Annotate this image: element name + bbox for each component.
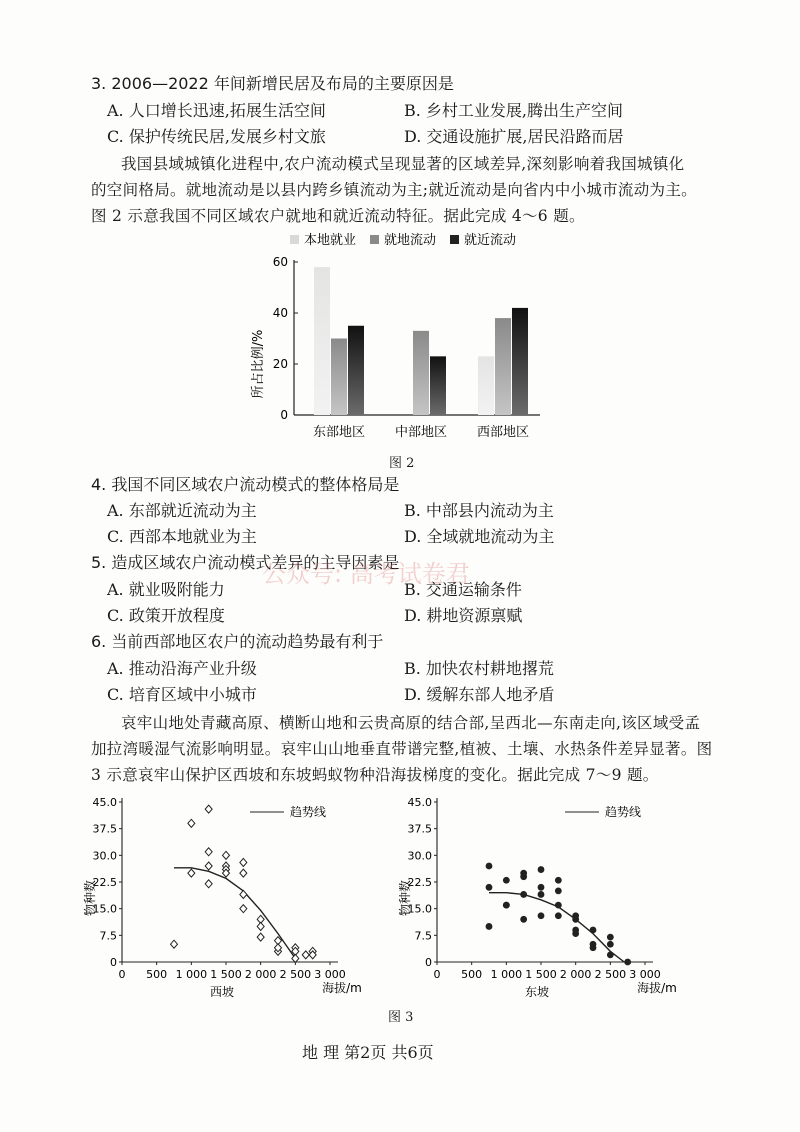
q6-stem: 6. 当前西部地区农户的流动趋势最有利于	[91, 632, 384, 651]
y-tick-label: 37.5	[407, 822, 432, 836]
legend-swatch	[450, 235, 459, 244]
data-point	[205, 880, 212, 888]
data-point	[572, 916, 579, 923]
legend-label: 趋势线	[605, 805, 642, 819]
q6-option-c: C. 培育区域中小城市	[107, 685, 257, 704]
q6-option-d: D. 缓解东部人地矛盾	[404, 685, 555, 704]
y-tick-label: 22.5	[92, 876, 117, 889]
figure-2-caption: 图 2	[389, 456, 415, 471]
bar	[512, 308, 528, 415]
intro2-line1: 哀牢山地处青藏高原、横断山地和云贵高原的结合部,呈西北—东南走向,该区域受孟	[121, 714, 701, 732]
y-tick-label: 0	[110, 956, 117, 969]
y-tick-label: 30.0	[407, 849, 432, 863]
legend-swatch	[370, 235, 379, 244]
bar	[348, 326, 364, 415]
x-tick-label: 2 500	[594, 968, 627, 981]
data-point	[503, 877, 510, 884]
y-tick-label: 15.0	[407, 902, 432, 916]
data-point	[257, 933, 264, 941]
data-point	[520, 891, 527, 898]
data-point	[240, 858, 247, 866]
data-point	[205, 848, 212, 856]
q4-stem: 4. 我国不同区域农户流动模式的整体格局是	[91, 475, 400, 494]
figure-3-east-slope-chart	[395, 790, 710, 1005]
q4-option-c: C. 西部本地就业为主	[107, 527, 257, 546]
data-point	[486, 863, 493, 870]
data-point	[486, 923, 493, 930]
intro1-line1: 我国县域城镇化进程中,农户流动模式呈现显著的区域差异,深刻影响着我国城镇化	[121, 155, 685, 173]
data-point	[205, 862, 212, 870]
y-tick-label: 40	[272, 306, 288, 320]
data-point	[607, 941, 614, 948]
x-tick-label: 3 000	[629, 968, 661, 981]
q5-option-b: B. 交通运输条件	[404, 580, 522, 599]
q3-option-d: D. 交通设施扩展,居民沿路而居	[404, 127, 624, 146]
y-tick-label: 45.0	[407, 796, 432, 809]
x-axis-label: 海拔/m	[637, 981, 677, 995]
bar	[413, 331, 429, 415]
q4-option-b: B. 中部县内流动为主	[404, 501, 554, 520]
legend-swatch	[290, 235, 299, 244]
data-point	[538, 866, 545, 873]
y-tick-label: 0	[425, 956, 432, 969]
x-tick-label: 0	[433, 968, 441, 981]
y-tick-label: 60	[272, 255, 288, 269]
y-tick-label: 15.0	[92, 902, 117, 916]
bar	[478, 356, 494, 415]
x-tick-label: 西部地区	[476, 425, 530, 440]
intro2-line2: 加拉湾暖湿气流影响明显。哀牢山山地垂直带谱完整,植被、土壤、水热条件差异显著。图	[91, 740, 713, 758]
x-tick-label: 1 000	[175, 968, 208, 981]
q6-option-b: B. 加快农村耕地撂荒	[404, 659, 554, 678]
x-tick-label: 1 500	[210, 968, 242, 981]
data-point	[607, 951, 614, 958]
data-point	[240, 869, 247, 877]
data-point	[590, 944, 597, 951]
x-tick-label: 3 000	[314, 968, 346, 981]
data-point	[188, 819, 195, 827]
data-point	[555, 902, 562, 909]
watermark: 公众号: 高考试卷君	[262, 560, 470, 588]
q5-option-c: C. 政策开放程度	[107, 606, 225, 625]
q3-option-c: C. 保护传统民居,发展乡村文旅	[107, 127, 326, 146]
q6-option-a: A. 推动沿海产业升级	[107, 659, 257, 678]
data-point	[520, 873, 527, 880]
data-point	[302, 951, 309, 959]
intro1-line2: 的空间格局。就地流动是以县内跨乡镇流动为主;就近流动是向省内中小城市流动为主。	[91, 181, 697, 199]
y-axis-label: 物种数	[83, 879, 97, 917]
data-point	[555, 887, 562, 894]
data-point	[538, 891, 545, 898]
q4-option-d: D. 全域就地流动为主	[404, 527, 555, 546]
x-tick-label: 2 000	[244, 968, 277, 981]
data-point	[555, 877, 562, 884]
data-point	[607, 934, 614, 941]
data-point	[572, 930, 579, 937]
y-tick-label: 22.5	[407, 876, 432, 889]
chart-name: 西坡	[209, 985, 235, 999]
y-tick-label: 7.5	[99, 929, 117, 943]
y-tick-label: 20	[272, 357, 288, 371]
bar	[331, 339, 347, 416]
data-point	[520, 916, 527, 923]
x-tick-label: 1 000	[490, 968, 523, 981]
y-tick-label: 0	[280, 408, 288, 422]
x-tick-label: 2 500	[279, 968, 312, 981]
data-point	[538, 912, 545, 919]
legend-label: 就地流动	[384, 233, 437, 248]
q5-option-d: D. 耕地资源禀赋	[404, 606, 523, 625]
data-point	[538, 884, 545, 891]
data-point	[486, 884, 493, 891]
data-point	[171, 940, 178, 948]
intro1-line3: 图 2 示意我国不同区域农户就地和就近流动特征。据此完成 4～6 题。	[91, 207, 585, 225]
legend-label: 就近流动	[464, 233, 517, 248]
y-tick-label: 7.5	[414, 929, 432, 943]
q3-option-a: A. 人口增长迅速,拓展生活空间	[107, 101, 326, 120]
x-axis-label: 海拔/m	[322, 981, 362, 995]
q3-option-b: B. 乡村工业发展,腾出生产空间	[404, 101, 624, 120]
legend-label: 本地就业	[304, 233, 357, 248]
x-tick-label: 中部地区	[394, 425, 448, 440]
q3-stem: 3. 2006—2022 年间新增民居及布局的主要原因是	[91, 74, 454, 93]
x-tick-label: 东部地区	[312, 425, 366, 440]
data-point	[555, 912, 562, 919]
y-tick-label: 45.0	[92, 796, 117, 809]
x-tick-label: 500	[146, 968, 168, 981]
figure-3-west-slope-chart	[80, 790, 395, 1005]
y-tick-label: 30.0	[92, 849, 117, 863]
x-tick-label: 1 500	[525, 968, 557, 981]
y-axis-label: 物种数	[398, 879, 412, 917]
x-tick-label: 500	[461, 968, 483, 981]
data-point	[503, 902, 510, 909]
data-point	[223, 851, 230, 859]
bar	[430, 356, 446, 415]
data-point	[188, 869, 195, 877]
data-point	[240, 890, 247, 898]
bar	[495, 318, 511, 415]
figure-3-caption: 图 3	[388, 1010, 414, 1025]
bar	[314, 267, 330, 415]
q5-option-a: A. 就业吸附能力	[107, 580, 225, 599]
q4-option-a: A. 东部就近流动为主	[107, 501, 257, 520]
q5-stem: 5. 造成区域农户流动模式差异的主导因素是	[91, 553, 400, 572]
y-tick-label: 37.5	[92, 822, 117, 836]
data-point	[240, 905, 247, 913]
x-tick-label: 0	[118, 968, 126, 981]
data-point	[205, 805, 212, 813]
page-footer: 地 理 第2页 共6页	[302, 1043, 434, 1062]
y-axis-label: 所占比例/%	[251, 329, 266, 399]
intro2-line3: 3 示意哀牢山保护区西坡和东坡蚂蚁物种沿海拔梯度的变化。据此完成 7～9 题。	[91, 766, 659, 784]
data-point	[257, 922, 264, 930]
x-tick-label: 2 000	[559, 968, 592, 981]
legend-label: 趋势线	[290, 805, 327, 819]
data-point	[624, 959, 631, 966]
chart-name: 东坡	[524, 985, 550, 999]
data-point	[590, 927, 597, 934]
figure-2-bar-chart	[230, 228, 560, 468]
